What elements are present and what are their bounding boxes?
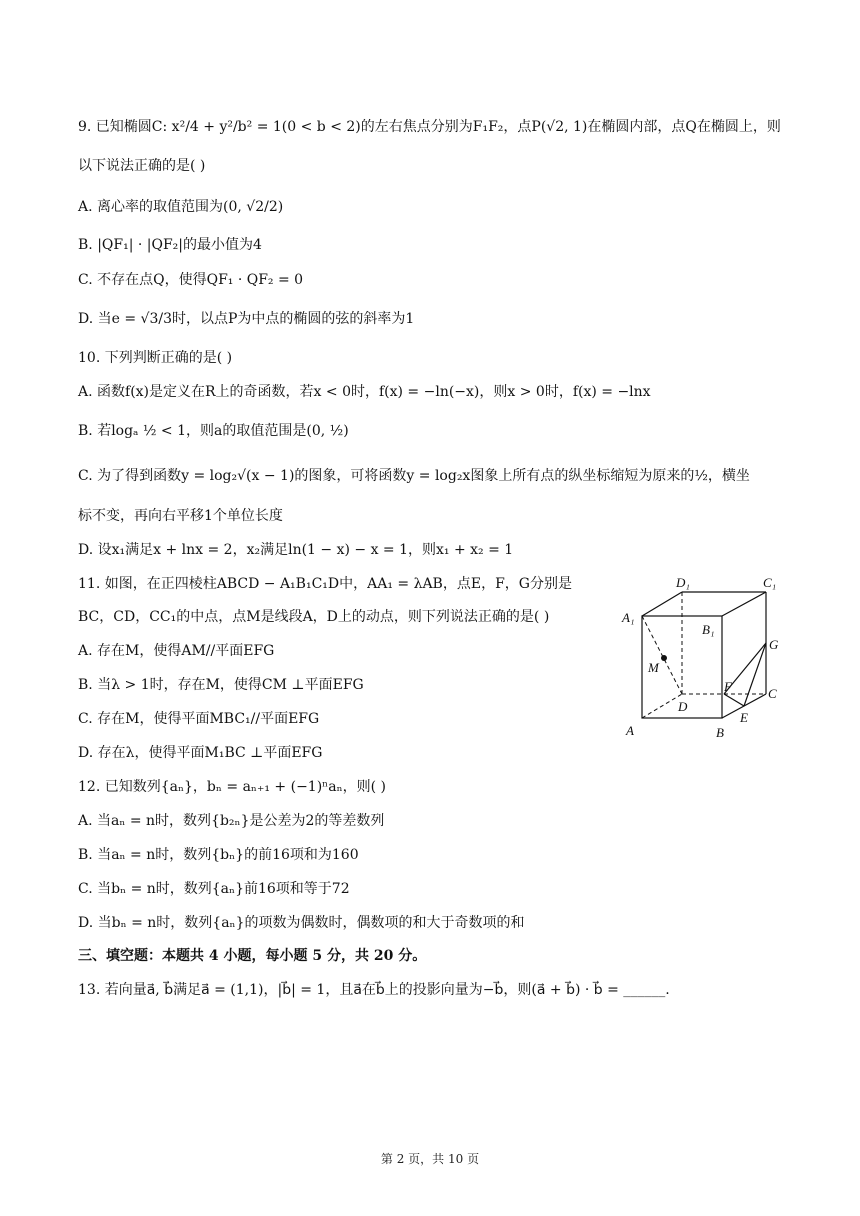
label-g: G: [769, 637, 779, 652]
prism-edge-a1d1: [642, 592, 682, 616]
page-footer: 第 2 页，共 10 页: [380, 1152, 480, 1166]
q11-option-c: C. 存在M，使得平面MBC₁//平面EFG: [78, 711, 320, 727]
section-heading-fill-in: 三、填空题：本题共 4 小题，每小题 5 分，共 20 分。: [78, 948, 427, 964]
label-a: A: [626, 723, 634, 738]
q11-option-a: A. 存在M，使得AM//平面EFG: [78, 643, 275, 659]
label-a1: A₁: [622, 610, 635, 625]
segment-ef: [724, 694, 744, 706]
q9-option-b: B. |QF₁| · |QF₂|的最小值为4: [78, 237, 262, 253]
label-d1: D₁: [676, 575, 690, 590]
q11-stem-line-1: 11. 如图，在正四棱柱ABCD − A₁B₁C₁D中，AA₁ = λAB，点E，F，G分别是: [78, 576, 572, 592]
q12-option-c: C. 当bₙ = n时，数列{aₙ}前16项和等于72: [78, 881, 350, 897]
q12-option-d: D. 当bₙ = n时，数列{aₙ}的项数为偶数时，偶数项的和大于奇数项的和: [78, 915, 525, 931]
label-d: D: [678, 699, 688, 714]
prism-hidden-edge-ad: [642, 694, 682, 718]
label-b: B: [716, 725, 724, 740]
point-m: [661, 655, 667, 661]
prism-edge-b1c1: [722, 592, 766, 616]
q13-stem: 13. 若向量a⃗, b⃗满足a⃗ = (1,1)，|b⃗| = 1，且a⃗在b⃗上的投影向量为−b⃗，则(a⃗ + b⃗) · b⃗ = ______.: [78, 982, 670, 998]
q10-stem: 10. 下列判断正确的是( ): [78, 350, 233, 366]
segment-a1d: [642, 616, 682, 694]
q11-stem-line-2: BC，CD，CC₁的中点，点M是线段A，D上的动点，则下列说法正确的是( ): [78, 609, 550, 625]
q12-stem: 12. 已知数列{aₙ}，bₙ = aₙ₊₁ + (−1)ⁿaₙ，则( ): [78, 779, 387, 795]
q11-option-b: B. 当λ > 1时，存在M，使得CM ⊥平面EFG: [78, 677, 364, 693]
label-c: C: [768, 686, 777, 701]
prism-figure: [618, 572, 788, 742]
q9-option-d: D. 当e = √3/3时，以点P为中点的椭圆的弦的斜率为1: [78, 311, 415, 327]
q9-stem-line-2: 以下说法正确的是( ): [78, 158, 206, 174]
q9-stem-line-1: 9. 已知椭圆C: x²/4 + y²/b² = 1(0 < b < 2)的左右焦点分别为F₁F₂，点P(√2, 1)在椭圆内部，点Q在椭圆上，则: [78, 119, 781, 135]
q10-option-a: A. 函数f(x)是定义在R上的奇函数，若x < 0时，f(x) = −ln(−x)，则x > 0时，f(x) = −lnx: [78, 384, 651, 400]
segment-eg: [744, 643, 766, 706]
q10-option-c-cont: 标不变，再向右平移1个单位长度: [78, 508, 283, 524]
q10-option-d: D. 设x₁满足x + lnx = 2，x₂满足ln(1 − x) − x = 1，则x₁ + x₂ = 1: [78, 542, 514, 558]
label-b1: B₁: [702, 622, 715, 637]
q12-option-a: A. 当aₙ = n时，数列{b₂ₙ}是公差为2的等差数列: [78, 813, 385, 829]
q10-option-b: B. 若logₐ ½ < 1，则a的取值范围是(0, ½): [78, 423, 349, 439]
label-f: F: [724, 679, 732, 694]
label-e: E: [740, 710, 748, 725]
q11-option-d: D. 存在λ，使得平面M₁BC ⊥平面EFG: [78, 745, 323, 761]
q9-option-c: C. 不存在点Q，使得QF₁ · QF₂ = 0: [78, 272, 304, 288]
label-m: M: [648, 660, 659, 675]
q10-option-c: C. 为了得到函数y = log₂√(x − 1)的图象，可将函数y = log₂x图象上所有点的纵坐标缩短为原来的½，横坐: [78, 468, 750, 484]
q12-option-b: B. 当aₙ = n时，数列{bₙ}的前16项和为160: [78, 847, 359, 863]
label-c1: C₁: [763, 575, 777, 590]
q9-option-a: A. 离心率的取值范围为(0, √2/2): [78, 199, 284, 215]
